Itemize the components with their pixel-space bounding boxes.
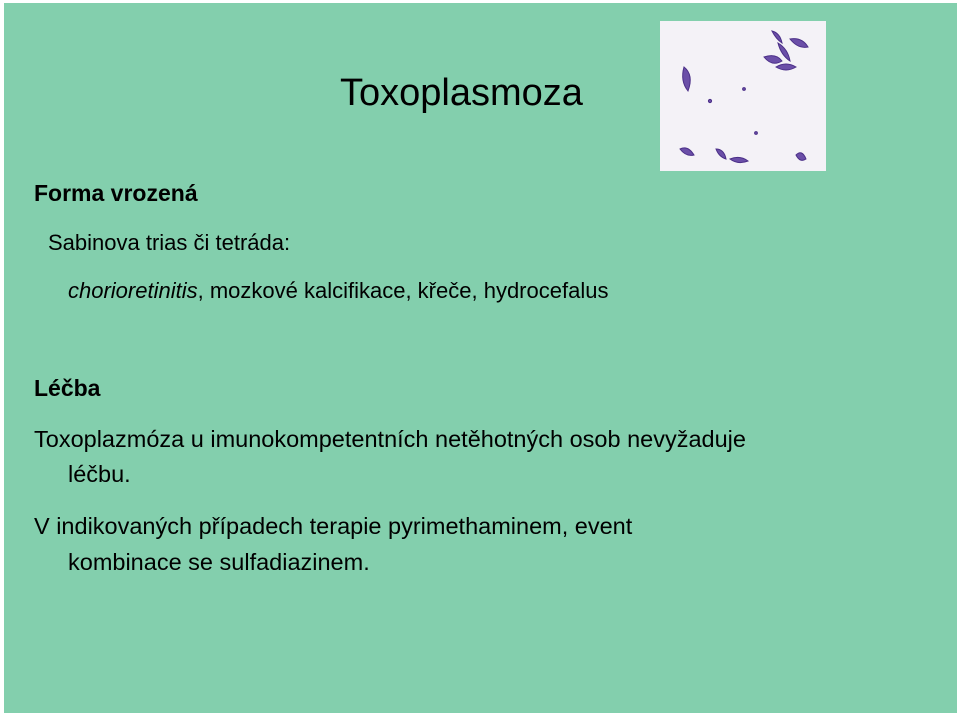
congenital-term-italic: chorioretinitis <box>68 278 198 303</box>
slide-title: Toxoplasmoza <box>340 72 583 114</box>
section-heading-congenital: Forma vrozená <box>34 180 198 206</box>
congenital-line-2 <box>68 276 608 306</box>
micrograph-svg <box>660 21 826 171</box>
section-heading-treatment: Léčba <box>34 375 101 401</box>
congenital-line-1: Sabinova trias či tetráda: <box>48 230 291 255</box>
micrograph-image <box>660 21 826 171</box>
treatment-paragraph-2-line-2: kombinace se sulfadiazinem. <box>68 549 370 575</box>
stain-dot-2 <box>743 88 746 91</box>
treatment-paragraph-1-line-1: Toxoplazmóza u imunokompetentních netěhotných osob nevyžaduje <box>34 426 746 452</box>
congenital-line-2-rest: , mozkové kalcifikace, křeče, hydrocefalus <box>197 278 609 303</box>
stain-dot-1 <box>708 99 711 102</box>
treatment-paragraph-2-line-1: V indikovaných případech terapie pyrimethaminem, event <box>34 513 633 539</box>
stain-dot-3 <box>755 132 758 135</box>
slide <box>4 3 957 713</box>
treatment-paragraph-1-line-2: léčbu. <box>68 461 131 487</box>
